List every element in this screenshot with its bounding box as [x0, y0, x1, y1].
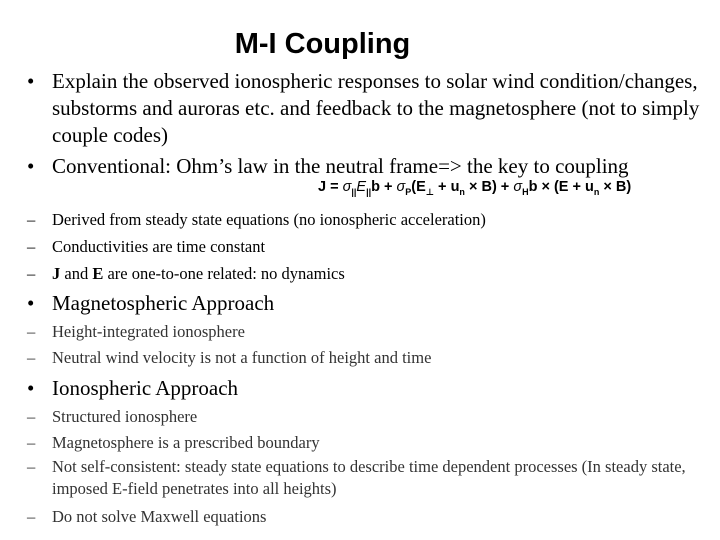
sub-item: [27, 261, 707, 287]
bullet-mark: •: [27, 69, 35, 93]
bullet-mark: •: [27, 154, 35, 178]
bullet-text: Conventional: Ohm’s law in the neutral frame=> the key to coupling: [52, 154, 629, 178]
sub-item: [27, 319, 707, 345]
dash-mark: –: [27, 433, 36, 452]
dash-mark: –: [27, 348, 36, 367]
bullet-heading: Magnetospheric Approach: [52, 291, 275, 315]
bullet-explain: [27, 68, 707, 149]
dash-mark: –: [27, 322, 36, 341]
bullet-text: Explain the observed ionospheric responses to solar wind condition/changes, substorms and auroras etc. and feedback to the magnetosphere (not to simply couple codes): [52, 69, 700, 147]
sub-item-text: Height-integrated ionosphere: [52, 322, 245, 341]
sub-item-text: Derived from steady state equations (no ionospheric acceleration): [52, 210, 486, 229]
sub-item-text: Conductivities are time constant: [52, 237, 266, 256]
sub-item: [27, 234, 707, 260]
dash-mark: –: [27, 264, 36, 283]
sub-item-text: Do not solve Maxwell equations: [52, 507, 267, 526]
sub-item: [27, 504, 707, 530]
bullet-conventional: [27, 153, 707, 180]
dash-mark: –: [27, 457, 36, 476]
dash-mark: –: [27, 407, 36, 426]
ohms-law-formula: $J = \sigma_{||}E_{||}b + \sigma_P(E_\perp + u_n \times B) + \sigma_Hb \times (E + u_n \times B)$: [318, 179, 632, 197]
slide-title: M-I Coupling: [234, 28, 411, 60]
dash-mark: –: [27, 507, 36, 526]
bullet-magnetospheric: [27, 290, 707, 317]
sub-item: [27, 345, 707, 371]
sub-item: [27, 456, 707, 500]
sub-item: [27, 430, 707, 456]
bullet-mark: •: [27, 376, 35, 400]
dash-mark: –: [27, 210, 36, 229]
bullet-ionospheric: [27, 375, 707, 402]
sub-item: [27, 404, 707, 430]
bullet-mark: •: [27, 291, 35, 315]
sub-item-text: Neutral wind velocity is not a function of height and time: [52, 348, 432, 367]
sub-item-text: Magnetosphere is a prescribed boundary: [52, 433, 320, 452]
sub-item-text: Structured ionosphere: [52, 407, 198, 426]
bullet-heading: Ionospheric Approach: [52, 376, 239, 400]
sub-item: [27, 207, 707, 233]
sub-item-text: J and E are one-to-one related: no dynamics: [52, 264, 345, 283]
sub-item-text: Not self-consistent: steady state equations to describe time dependent processes (In steady state, imposed E-field penetrates into all heights): [52, 457, 686, 498]
dash-mark: –: [27, 237, 36, 256]
